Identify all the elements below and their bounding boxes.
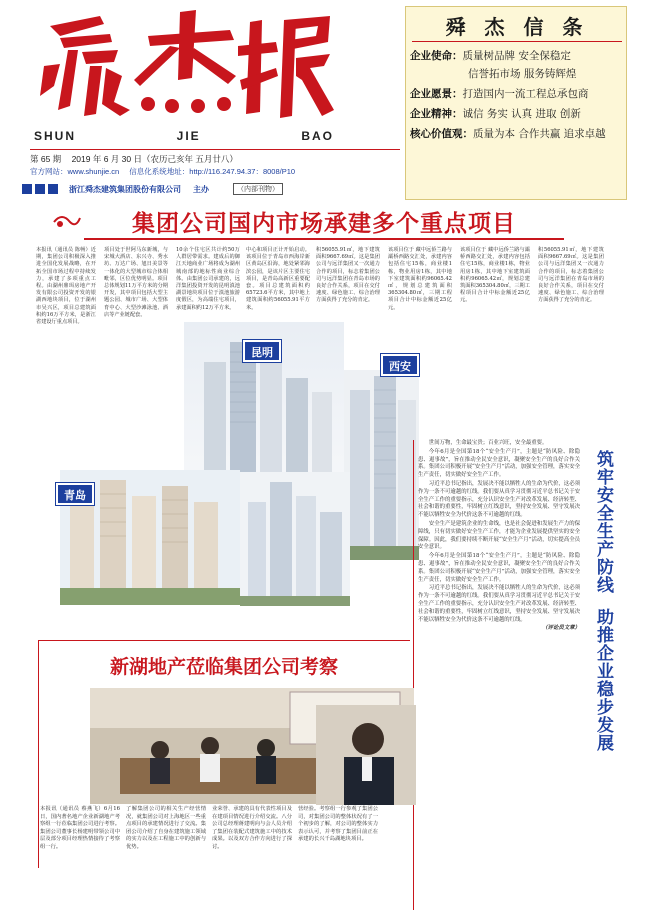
article-text: 积56055.91㎡，地下建筑面积9667.69㎡。这是集团公司与远洋集团又一次通力合作的项目，标志着集团公司与远洋集团在青岛市场的良好合作关系，项目在交付速度、绿色施工、综合治理方面获得了充分的肯定。 [538,247,604,304]
motto-title: 舜 杰 信 条 [445,15,589,39]
second-article-column [126,806,206,906]
article-text: 该项目位于 藏中远侨兰路与灞桥西路交汇处，承建内容包括住宅15栋，商业楼1栋，物业用房1栋，其中地下室建筑面积约96065.42㎡，规划总建筑面积365304.80㎡，三期工程项目合计中标金额近25亿元。 [460,247,530,304]
square-icon [22,184,32,194]
xian-project-image [344,370,419,560]
company-name: 浙江舜杰建筑集团股份有限公司 [69,184,181,194]
article-text: 本报讯（通讯员 蔡燕飞）6月16日，国内著名地产企业新湖地产考察组一行莅临集团公司进行考察。集团公司董事长杨建明带领公司中层及部分项目经理热情接待了考察组一行。 [40,806,120,850]
motto-key: 企业愿景： [410,88,463,100]
second-article-column [40,806,120,906]
headline-underline [84,238,564,240]
safety-title-line2 [590,608,616,752]
company-bar [22,182,407,196]
pinyin-3: BAO [301,129,334,143]
safety-title-line1 [590,450,616,594]
issue-line [30,149,400,165]
portrait-render [316,705,416,805]
article-column [104,247,168,317]
headline-ornament-icon [52,212,82,232]
issue-date: 2019 年 6 月 30 日（农历己亥年 五月廿八） [71,154,238,164]
motto-value: 诚信 务实 认真 进取 创新 [462,108,581,120]
safety-paragraph: 今年6月是全国第18个“安全生产月”，主题是“防风险、除隐患、遏事故”，旨在推动全民安全意识，凝聚安全生产的良好合作关系。集团公司积极开展“安全生产月”活动，加强安全管理，落实安全生产责任，切实做好安全生产工作。 [418,553,580,583]
internal-label: （内部刊物） [233,183,283,195]
motto-row [410,49,626,63]
main-headline [22,202,627,242]
article-text: 营经验。考察组一行参观了集团公司，对集团公司的整体状况有了一个初步的了解，对公司的整体实力表示认可，并考察了集团目前正在承建的长兴千岛湖地块项目。 [298,806,378,843]
article-text: 业荣誉、承建的具有代表性项目及在建项目情况进行介绍交流。八分公司总经理蒋建明向与会人员介绍了集团在装配式建筑施工中的技术成果。以及双方合作方向进行了探讨。 [212,806,292,850]
article-column [538,247,604,399]
safety-paragraph: 习近平总书记指出，发展决不能以牺牲人的生命为代价，这必须作为一条不可逾越的红线。我们要从真学习贯彻习近平总书记关于安全生产工作的重要指示，充分认识安全生产对改革发展、经济转型、社会和谐的重要性，牢固树立红线意识，坚持安全发展、坚守发展决不能以牺牲安全为代价这条不可逾越的红线。 [418,585,580,623]
column-divider [413,440,414,910]
safety-title-text: 筑牢安全生产防线 [593,450,613,594]
city-tag-qingdao: 青岛 [56,483,94,505]
project-image-secondary [240,472,350,606]
motto-value: 信誉拓市场 服务铸辉煌 [468,68,577,80]
motto-key: 企业使命： [410,50,463,62]
safety-paragraph: 习近平总书记指出，发展决不能以牺牲人的生命为代价，这必须作为一条不可逾越的红线。我们要从真学习贯彻习近平总书记关于安全生产工作的重要指示，充分认识安全生产对改革发展、经济转型、社会和谐的重要性，牢固树立红线意识，坚持安全发展、坚守发展决不能以牺牲安全为代价这条不可逾越的红线。 [418,480,580,519]
safety-title-text: 助推企业稳步发展 [593,608,613,752]
article-text: 中心和项目正计开始启动。该项目位于青岛市西海岸新区黄岛区沿海，地处紧邻海滨公园，是该片区主要住宅项目，是青岛高新区重要配套。项目总建筑面积约65723.6平方米，其中地上建筑面积约56055.91平方米。 [246,247,310,311]
motto-value: 打造国内一流工程总承包商 [462,88,589,100]
headline-title: 集团公司国内市场承建多个重点项目 [132,210,516,237]
second-article-column [212,806,292,906]
article-text: 本报讯（通讯员 陈畅）近期，集团公司积极深入推进全国化发展战略，在开拓全国市场过程中持续发力，承建了多项重点工程。由湖州鼎珥房地产开发有限公司投资开发的银湖西地块项目，位于湖州市吴兴区，项目总建筑面积约16万平方米，是浙江省建设厅重点项目。 [36,247,96,326]
masthead-left [22,6,407,226]
article-text: 积56055.91㎡，地下建筑面积9667.69㎡。这是集团公司与远洋集团又一次通力合作的项目，标志着集团公司与远洋集团在青岛市场的良好合作关系，项目在交付速度、绿色施工、综合治理方面获得了充分的肯定。 [316,247,380,304]
motto-value: 质量树品牌 安全保稳定 [462,50,571,62]
city-tag-xian: 西安 [381,354,419,376]
portrait-photo [316,705,416,805]
article-column [460,247,530,399]
pinyin-1: SHUN [34,129,77,143]
square-icon [35,184,45,194]
article-text: 了解集团公司的相关生产经营情况，就集团公司对上海地区一些重点项目的承建情况进行了交流。集团公司介绍了自身在建筑施工领域的实力以及在工程施工中的创新与优势。 [126,806,206,850]
motto-row [410,67,626,81]
masthead-pinyin [34,129,334,143]
motto-key: 核心价值观： [410,128,473,140]
motto-value: 质量为本 合作共赢 追求卓越 [473,128,606,140]
safety-paragraph: 安全生产是建筑企业的生命线，也是社会促进和发展生产力的保障线，只有切实做好安全生产工作，才能为企业发展提供坚实的安全保障。因此，我们要持续不断开展“安全生产月”活动，切实提高全员安全意识。 [418,520,580,551]
building-render [240,472,350,606]
city-tag-kunming: 昆明 [243,340,281,362]
motto-row [410,107,626,121]
article-text: 10余个住宅区共计约50万人群居带需求。建成后的御江天地商业广场将成为湖州城南部的地标性商业综合体。由集团公司承建的，远洋集团投资开发的昆明滇池湖景地块项目位于滇池旅游度假区，为高端住宅项目，承建面积约12万平方米。 [176,247,240,311]
safety-paragraph: 今年6月是全国第18个“安全生产月”，主题是“防风险、除隐患、遏事故”，旨在推动全民安全意识，凝聚安全生产的良好合作关系。集团公司积极开展“安全生产月”活动，加强安全管理，落实安全生产责任，切实做好安全生产工作。 [418,448,580,479]
safety-paragraph: 世间万物，生命最宝贵；百业兴旺，安全最重要。 [428,440,548,446]
article-text: 该项目位于 藏中远侨兰路与灞桥西路交汇处，承建内容包括住宅15栋，商业楼1栋，物业用房1栋，其中地下室建筑面积约96065.42㎡，规划总建筑面积365304.80㎡，三期工程项目合计中标金额近25亿元。 [388,247,452,311]
building-render [344,370,419,560]
motto-key: 企业精神： [410,108,463,120]
article-text: 项目处于世阿马东新城，与宋城大酒店、东兴寺、秀水坊、万达广场、旭日美景等一体化的大型城市综合体相毗邻，区位优势明显。项目总体规划11万平方米的分期开发，其中项目包括大型主题公园、城市广场、大型体育中心、大型沙滩泳池、酒店等产业链配套。 [104,247,168,318]
motto-row [410,127,626,141]
article-column [36,247,96,326]
motto-rule [412,41,622,42]
safety-author: （评论员文章） [542,625,580,632]
pinyin-2: JIE [176,129,201,143]
article-column [176,247,240,311]
motto-box [405,6,627,200]
logo-calligraphy [30,6,340,124]
issue-number: 第 65 期 [30,154,62,164]
second-article-title: 新湖地产莅临集团公司考察 [109,656,338,678]
website-link[interactable]: 官方网站：www.shunjie.cn [30,167,120,176]
url-line [30,166,415,177]
article-column [246,247,310,311]
sponsor-label: 主办 [193,184,209,194]
safety-article-body [418,440,580,633]
masthead [22,6,627,226]
second-article-column [298,806,378,906]
system-address-link[interactable]: 信息化系统地址：http://116.247.94.37：8008/P10 [129,167,296,176]
newspaper-logo [30,6,340,124]
square-icon [48,184,58,194]
motto-row [410,87,626,101]
